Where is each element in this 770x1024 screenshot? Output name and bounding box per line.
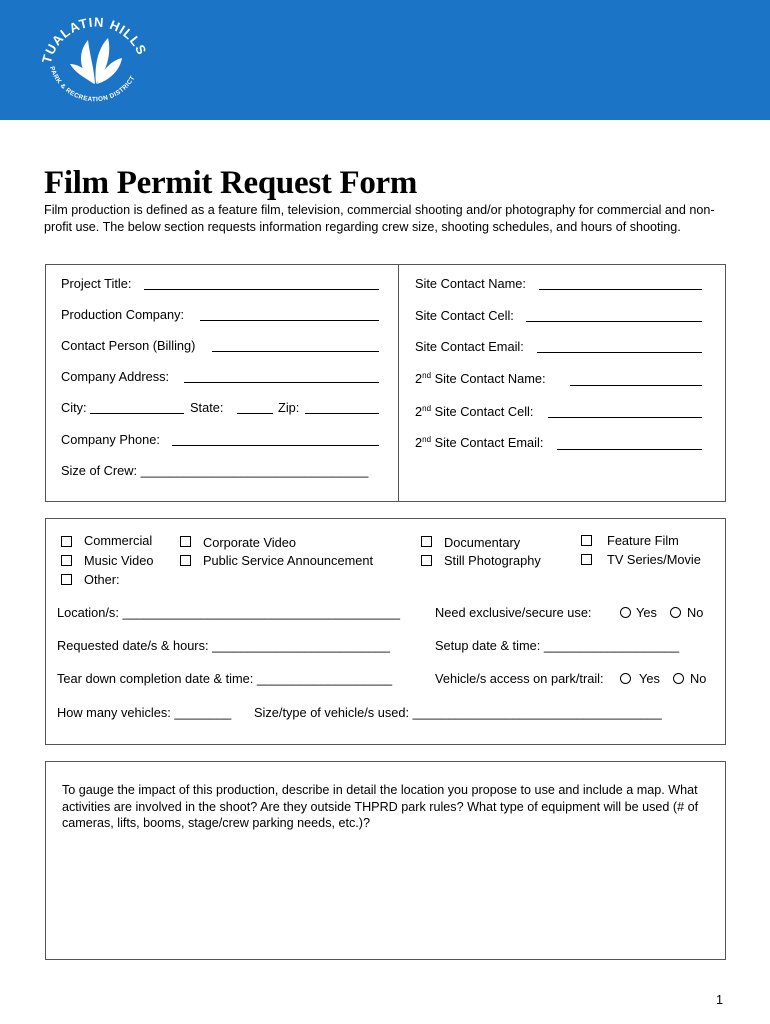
zip-field[interactable] xyxy=(305,413,379,414)
logo-top-text: TUALATIN HILLS xyxy=(38,14,150,66)
intro-text: Film production is defined as a feature film, television, commercial shooting and/or photography for commercial and non-profit use. The below section requests information regarding crew size, shooting schedules, and hours of shooting. xyxy=(44,203,715,234)
production-company-field[interactable] xyxy=(200,320,379,321)
second-contact-name-label: 2nd Site Contact Name: xyxy=(415,371,546,386)
city-field[interactable] xyxy=(90,413,184,414)
still-photography-checkbox[interactable] xyxy=(421,555,432,566)
site-contact-email-label: Site Contact Email: xyxy=(415,339,524,354)
vehicle-count-field[interactable]: How many vehicles: ________ xyxy=(57,705,232,720)
impact-prompt: To gauge the impact of this production, describe in detail the location you propose to use and include a map. What activities are involved in the shoot? Are they outside THPRD park rules? What type of equipment will be used (# of cameras, lifts, booms, stage/crew parking needs, etc.)? xyxy=(62,783,699,830)
page-title: Film Permit Request Form xyxy=(44,165,418,201)
state-label: State: xyxy=(190,400,224,415)
company-phone-field[interactable] xyxy=(172,445,379,446)
exclusive-yes-radio[interactable] xyxy=(620,607,631,618)
column-divider xyxy=(398,264,399,502)
tv-series-checkbox[interactable] xyxy=(581,554,592,565)
vehicle-size-field[interactable]: Size/type of vehicle/s used: ___________________________________ xyxy=(254,705,662,720)
still-photography-label: Still Photography xyxy=(444,553,541,568)
site-contact-email-field[interactable] xyxy=(537,352,702,353)
production-company-label: Production Company: xyxy=(61,307,185,322)
psa-label: Public Service Announcement xyxy=(203,553,374,568)
logo-bottom-text: PARK & RECREATION DISTRICT xyxy=(48,65,137,104)
setup-date-field[interactable]: Setup date & time: ___________________ xyxy=(435,638,680,653)
feature-film-label: Feature Film xyxy=(607,533,679,548)
second-contact-cell-field[interactable] xyxy=(548,417,702,418)
project-title-label: Project Title: xyxy=(61,276,132,291)
vehicle-access-label: Vehicle/s access on park/trail: xyxy=(435,671,604,686)
exclusive-yes-label: Yes xyxy=(636,605,657,620)
documentary-checkbox[interactable] xyxy=(421,536,432,547)
documentary-label: Documentary xyxy=(444,535,521,550)
svg-text:TUALATIN HILLS xyxy=(39,14,150,65)
other-label: Other: xyxy=(84,572,120,587)
site-contact-name-field[interactable] xyxy=(539,289,702,290)
tv-series-label: TV Series/Movie xyxy=(607,552,701,567)
teardown-field[interactable]: Tear down completion date & time: ___________________ xyxy=(57,671,393,686)
commercial-checkbox[interactable] xyxy=(61,536,72,547)
vehicle-no-radio[interactable] xyxy=(673,673,684,684)
music-video-checkbox[interactable] xyxy=(61,555,72,566)
contact-person-field[interactable] xyxy=(212,351,379,352)
psa-checkbox[interactable] xyxy=(180,555,191,566)
city-label: City: xyxy=(61,400,87,415)
vehicle-no-label: No xyxy=(690,671,707,686)
second-contact-name-field[interactable] xyxy=(570,385,702,386)
contact-person-label: Contact Person (Billing) xyxy=(61,338,196,353)
leaf-icon xyxy=(70,38,122,84)
second-contact-cell-label: 2nd Site Contact Cell: xyxy=(415,404,534,419)
music-video-label: Music Video xyxy=(84,553,154,568)
exclusive-use-label: Need exclusive/secure use: xyxy=(435,605,592,620)
thprd-logo xyxy=(36,2,154,120)
company-phone-label: Company Phone: xyxy=(61,432,160,447)
second-contact-email-label: 2nd Site Contact Email: xyxy=(415,435,544,450)
size-of-crew-field[interactable]: Size of Crew: ________________________________ xyxy=(61,463,369,478)
second-contact-email-field[interactable] xyxy=(557,449,702,450)
site-contact-name-label: Site Contact Name: xyxy=(415,276,526,291)
state-field[interactable] xyxy=(237,413,273,414)
exclusive-no-radio[interactable] xyxy=(670,607,681,618)
exclusive-no-label: No xyxy=(687,605,704,620)
corporate-video-checkbox[interactable] xyxy=(180,536,191,547)
commercial-label: Commercial xyxy=(84,533,153,548)
locations-field[interactable]: Location/s: _______________________________________ xyxy=(57,605,401,620)
company-address-field[interactable] xyxy=(184,382,379,383)
vehicle-yes-radio[interactable] xyxy=(620,673,631,684)
feature-film-checkbox[interactable] xyxy=(581,535,592,546)
company-address-label: Company Address: xyxy=(61,369,170,384)
corporate-video-label: Corporate Video xyxy=(203,535,296,550)
site-contact-cell-field[interactable] xyxy=(526,321,702,322)
project-title-field[interactable] xyxy=(144,289,379,290)
requested-dates-field[interactable]: Requested date/s & hours: _________________________ xyxy=(57,638,391,653)
page-number: 1 xyxy=(716,993,724,1007)
vehicle-yes-label: Yes xyxy=(639,671,660,686)
site-contact-cell-label: Site Contact Cell: xyxy=(415,308,514,323)
other-checkbox[interactable] xyxy=(61,574,72,585)
zip-label: Zip: xyxy=(278,400,300,415)
